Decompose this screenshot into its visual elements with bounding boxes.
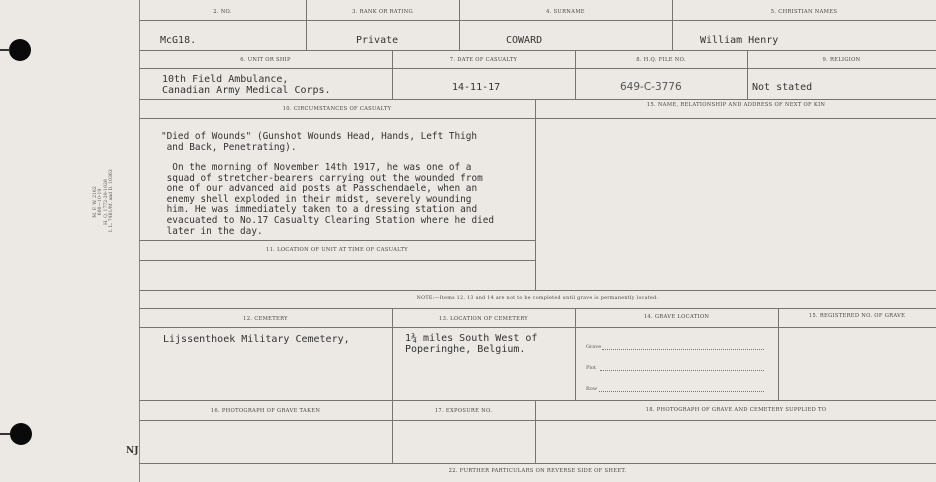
rule <box>139 20 936 21</box>
label-location-unit: 11. LOCATION OF UNIT AT TIME OF CASUALTY <box>265 247 408 253</box>
label-registered-no: 15. REGISTERED NO. OF GRAVE <box>808 313 906 319</box>
punch-hole-bottom <box>10 423 32 445</box>
label-grave: Grave <box>586 344 602 350</box>
rule <box>459 0 460 50</box>
label-photo-taken: 16. PHOTOGRAPH OF GRAVE TAKEN <box>210 408 321 414</box>
left-margin <box>0 0 140 482</box>
rule <box>139 290 936 291</box>
plot-line <box>600 370 764 371</box>
label-next-of-kin: 15. NAME, RELATIONSHIP AND ADDRESS OF NEXT OF KIN <box>646 102 826 108</box>
value-cemetery: Lijssenthoek Military Cemetery, <box>163 334 350 345</box>
punch-hole-mark <box>0 49 10 51</box>
label-cemetery: 12. CEMETERY <box>243 316 288 322</box>
value-unit-line2: Canadian Army Medical Corps. <box>162 85 331 96</box>
rule <box>575 308 576 400</box>
label-religion: 9. RELIGION <box>822 57 861 63</box>
value-location-cemetery-line1: 1¾ miles South West of <box>405 333 538 344</box>
label-photo-supplied: 18. PHOTOGRAPH OF GRAVE AND CEMETERY SUPPLIED TO <box>645 407 827 413</box>
rule <box>139 50 936 51</box>
rule <box>672 0 673 50</box>
label-location-cemetery: 13. LOCATION OF CEMETERY <box>439 316 528 322</box>
value-location-cemetery-line2: Poperinghe, Belgium. <box>405 344 526 355</box>
corner-mark: NJ <box>126 446 139 456</box>
label-christian-names: 5. CHRISTIAN NAMES <box>770 9 838 15</box>
row-line <box>599 391 764 392</box>
label-row: Row <box>586 386 598 392</box>
value-surname: COWARD <box>506 35 543 46</box>
punch-hole-mark <box>0 433 10 435</box>
value-hq-file: 649-C-3776 <box>620 81 682 93</box>
grave-line <box>602 349 764 350</box>
note-items-12-14: NOTE:—Items 12, 13 and 14 are not to be completed until grave is permanently located. <box>416 296 659 301</box>
rule <box>139 240 535 241</box>
rule <box>139 68 936 69</box>
rule <box>778 308 779 400</box>
circumstances-narrative: On the morning of November 14th 1917, he was one of a squad of stretcher-bearers carrying out the wounded from one of our advanced aid posts at Passchendaele, when an enemy shell exploded in their midst, severely wounding him. He was immediately taken to a dressing station and evacuated to No.17 Casualty Clearing Station where he died later in the day. <box>166 162 495 237</box>
rule <box>139 118 535 119</box>
rule <box>536 118 936 119</box>
label-hq-file: 8. H.Q. FILE NO. <box>636 57 686 63</box>
printer-info: M. F. W. 2162 600—10-19 H. Q. 1772-39-1028 I. L. 7481/M. and D. 10363 <box>93 169 115 232</box>
value-christian-names: William Henry <box>700 35 779 46</box>
rule <box>139 260 535 261</box>
further-particulars: 22. FURTHER PARTICULARS ON REVERSE SIDE OF SHEET. <box>448 468 627 474</box>
rule <box>139 400 936 401</box>
value-rank: Private <box>356 35 399 46</box>
rule <box>139 463 936 464</box>
rule <box>139 420 936 421</box>
value-unit-line1: 10th Field Ambulance, <box>162 74 289 85</box>
label-plot: Plot <box>586 365 596 371</box>
label-date-casualty: 7. DATE OF CASUALTY <box>449 57 518 63</box>
label-surname: 4. SURNAME <box>546 9 585 15</box>
rule <box>139 308 936 309</box>
value-religion: Not stated <box>752 82 813 93</box>
label-exposure: 17. EXPOSURE NO. <box>434 408 493 414</box>
punch-hole-top <box>9 39 31 61</box>
label-grave-location: 14. GRAVE LOCATION <box>643 314 710 320</box>
rule <box>535 99 536 290</box>
rule <box>306 0 307 50</box>
value-no: McG18. <box>160 35 197 46</box>
label-no: 2. NO. <box>213 9 232 15</box>
label-circumstances: 10. CIRCUMSTANCES OF CASUALTY <box>282 106 392 112</box>
label-unit: 6. UNIT OR SHIP <box>240 57 291 63</box>
label-rank: 3. RANK OR RATING <box>352 9 413 15</box>
rule <box>139 99 936 100</box>
value-date-casualty: 14-11-17 <box>452 82 501 93</box>
circumstances-summary: "Died of Wounds" (Gunshot Wounds Head, Hands, Left Thigh and Back, Penetrating). <box>161 131 478 153</box>
rule <box>139 327 936 328</box>
